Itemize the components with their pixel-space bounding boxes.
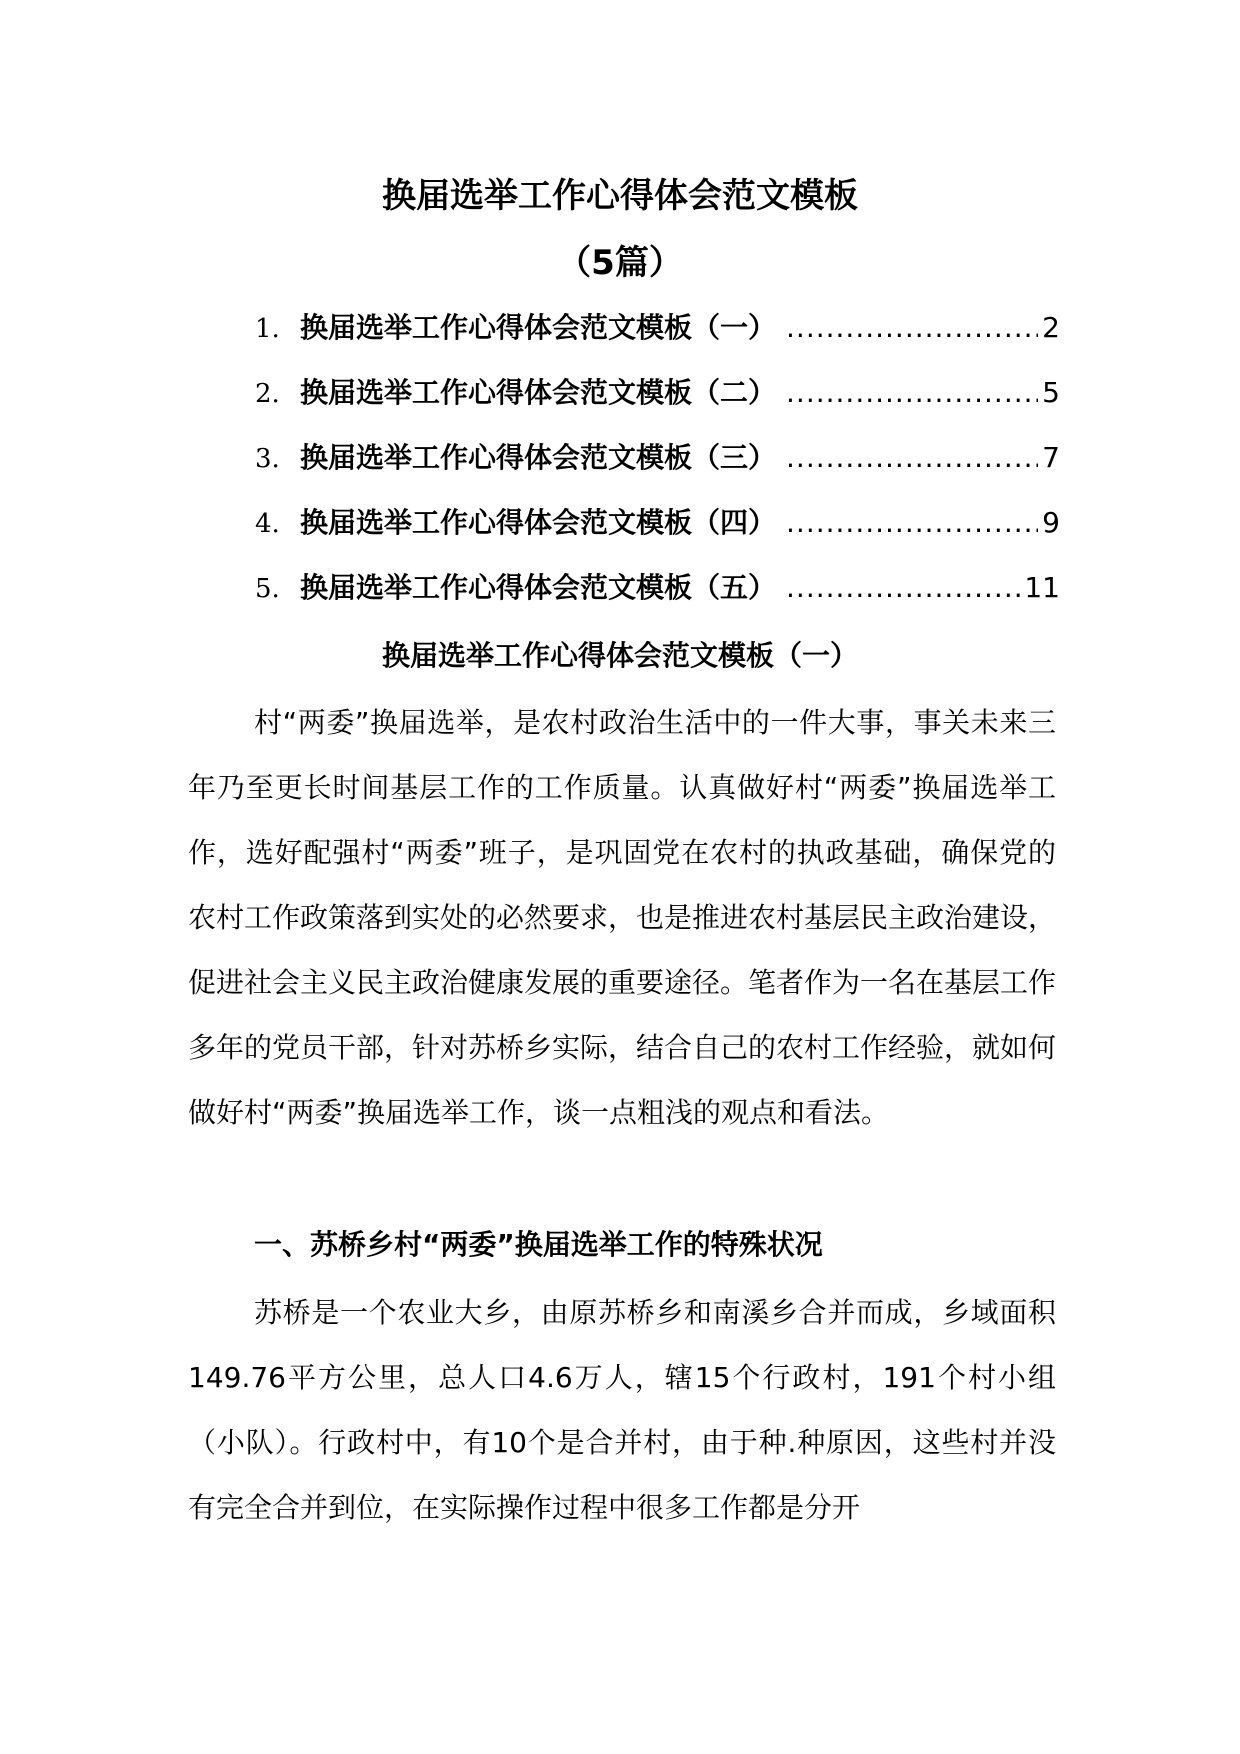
document-title: 换届选举工作心得体会范文模板 [382,176,858,216]
toc-item[interactable] [255,503,1060,568]
toc-dot-leader [786,568,1020,608]
toc-item-number: 2. [255,379,280,409]
body-paragraph: 村“两委”换届选举，是农村政治生活中的一件大事，事关未来三年乃至更长时间基层工作的工作质量。认真做好村“两委”换届选举工作，选好配强村“两委”班子，是巩固党在农村的执政基础，确保党的农村工作政策落到实处的必然要求，也是推进农村基层民主政治建设，促进社会主义民主政治健康发展的重要途径。笔者作为一名在基层工作多年的党员干部，针对苏桥乡实际，结合自己的农村工作经验，就如何做好村“两委”换届选举工作，谈一点粗浅的观点和看法。 [188,706,1057,1129]
toc-item-label: 换届选举工作心得体会范文模板（一） [300,311,777,344]
toc-item[interactable] [255,373,1060,438]
toc-dot-leader [786,438,1038,478]
toc-item-page: 11 [1024,571,1060,604]
toc-item-page: 2 [1042,311,1060,344]
document-subtitle: （5篇） [557,243,683,283]
toc-item-label: 换届选举工作心得体会范文模板（五） [300,571,777,604]
toc-item[interactable] [255,568,1060,633]
toc-dot-leader [786,503,1038,543]
toc-item-number: 1. [255,314,280,344]
toc-item[interactable] [255,308,1060,373]
toc-item-label: 换届选举工作心得体会范文模板（三） [300,441,777,474]
table-of-contents [255,308,1060,633]
toc-item-number: 3. [255,444,280,474]
toc-item[interactable] [255,438,1060,503]
toc-item-page: 9 [1042,506,1060,539]
section-heading: 换届选举工作心得体会范文模板（一） [381,639,858,672]
toc-dot-leader [786,373,1038,413]
toc-item-number: 4. [255,509,280,539]
toc-item-label: 换届选举工作心得体会范文模板（二） [300,376,777,409]
body-paragraph: 苏桥是一个农业大乡，由原苏桥乡和南溪乡合并而成，乡域面积149.76平方公里，总人口4.6万人，辖15个行政村，191个村小组（小队）。行政村中，有10个是合并村，由于种.种原因，这些村并没有完全合并到位，在实际操作过程中很多工作都是分开 [188,1296,1056,1524]
toc-item-page: 7 [1042,441,1060,474]
toc-item-number: 5. [255,574,280,604]
toc-dot-leader [786,308,1038,348]
toc-item-page: 5 [1042,376,1060,409]
toc-item-label: 换届选举工作心得体会范文模板（四） [300,506,777,539]
sub-heading: 一、苏桥乡村“两委”换届选举工作的特殊状况 [254,1228,823,1261]
